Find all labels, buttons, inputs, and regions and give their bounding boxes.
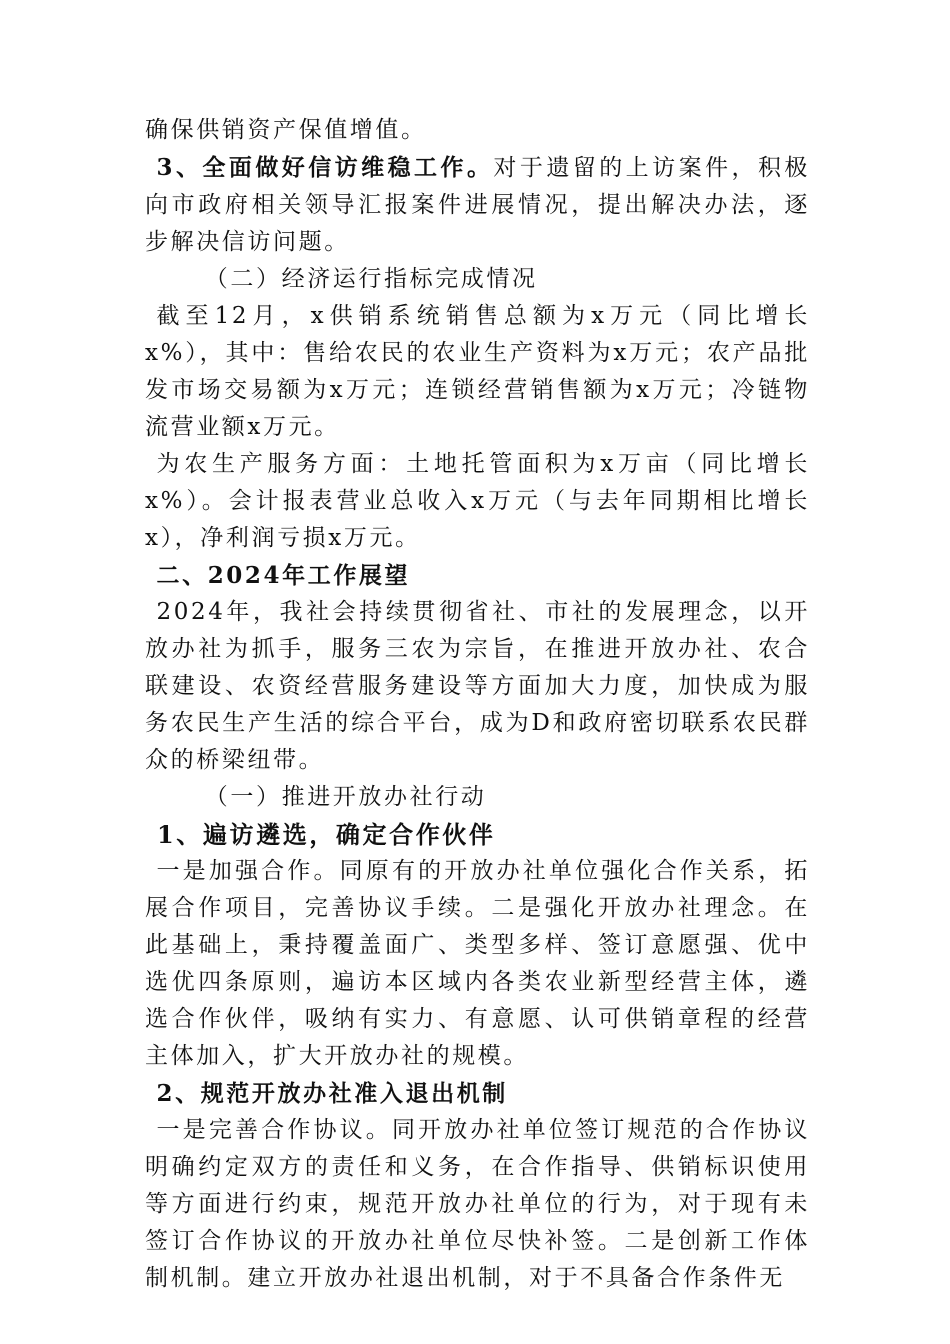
paragraph-2024-plan: 2024年，我社会持续贯彻省社、市社的发展理念，以开放办社为抓手，服务三农为宗旨，在推进开放办社、农合联建设、农资经营服务建设等方面加大力度，加快成为服务农民生产生活的综合平台，成为D和政府密切联系农民群众的桥梁纽带。 [145, 599, 810, 773]
paragraph-production-services: 为农生产服务方面：土地托管面积为x万亩（同比增长x%）。会计报表营业总收入x万元（与去年同期相比增长x），净利润亏损x万元。 [145, 451, 810, 551]
paragraph-partner-selection: 一是加强合作。同原有的开放办社单位强化合作关系，拓展合作项目，完善协议手续。二是强化开放办社理念。在此基础上，秉持覆盖面广、类型多样、签订意愿强、优中选优四条原则，遍访本区域内各类农业新型经营主体，遴选合作伙伴，吸纳有实力、有意愿、认可供销章程的经营主体加入，扩大开放办社的规模。 [145, 858, 810, 1069]
item-heading-petition: 3、全面做好信访维稳工作。 [156, 154, 494, 181]
section-heading-2024-outlook: 二、2024年工作展望 [156, 562, 411, 589]
document-body [145, 112, 810, 1297]
paragraph-petition-work [145, 149, 810, 261]
paragraph-asset-value: 确保供销资产保值增值。 [145, 117, 427, 143]
subheading-open-cooperative: （一）推进开放办社行动 [204, 784, 487, 810]
item-heading-entry-exit: 2、规范开放办社准入退出机制 [156, 1080, 508, 1107]
paragraph-entry-exit-mechanism: 一是完善合作协议。同开放办社单位签订规范的合作协议明确约定双方的责任和义务，在合作指导、供销标识使用等方面进行约束，规范开放办社单位的行为，对于现有未签订合作协议的开放办社单位尽快补签。二是创新工作体制机制。建立开放办社退出机制，对于不具备合作条件无 [145, 1117, 810, 1291]
paragraph-sales-figures: 截至12月，x供销系统销售总额为x万元（同比增长x%），其中：售给农民的农业生产资料为x万元；农产品批发市场交易额为x万元；连锁经营销售额为x万元；冷链物流营业额x万元。 [145, 303, 810, 440]
paragraph-petition-text: 对于遗留的上访案件，积极向市政府相关领导汇报案件进展情况，提出解决办法，逐步解决信访问题。 [145, 155, 810, 255]
subheading-economic-indicators: （二）经济运行指标完成情况 [204, 266, 538, 292]
item-heading-select-partners: 1、遍访遴选，确定合作伙伴 [157, 820, 496, 849]
